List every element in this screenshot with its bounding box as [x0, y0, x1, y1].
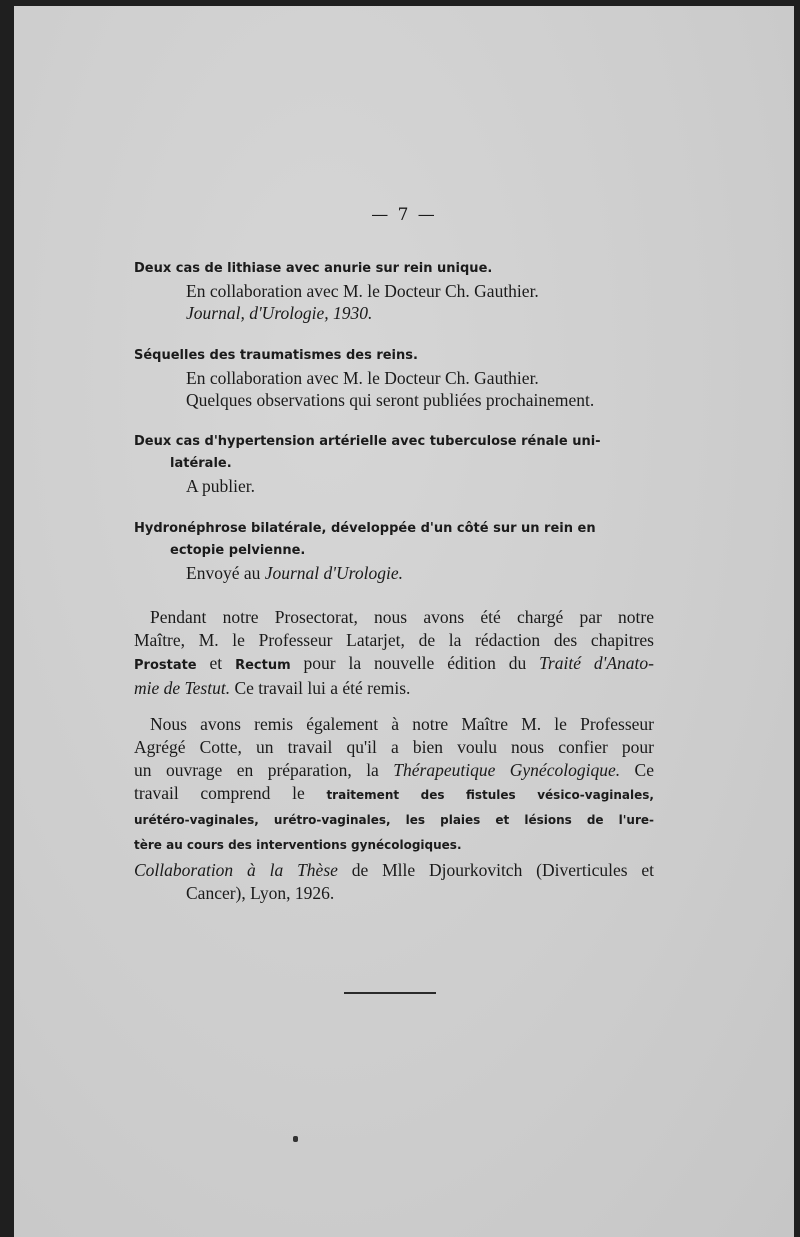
- book-title: Traité d'Anato-: [539, 653, 654, 673]
- bold-term: tère au cours des interventions gynécologiques.: [134, 838, 462, 852]
- publication-entry: [134, 345, 654, 411]
- these-title: Collaboration à la Thèse: [134, 860, 338, 880]
- paragraph-line: [134, 832, 654, 857]
- bold-term: traitement des fistules vésico-vaginales,: [326, 788, 654, 802]
- entry-title: [134, 431, 654, 475]
- entry-line: En collaboration avec M. le Docteur Ch. Gauthier.: [186, 368, 539, 388]
- paragraph-line: [134, 782, 654, 807]
- paragraph-line: [134, 807, 654, 832]
- entry-line: Quelques observations qui seront publiées prochainement.: [186, 390, 595, 410]
- entry-line: [134, 562, 654, 584]
- paragraph-line: [134, 677, 654, 700]
- page-number: — 7 —: [371, 205, 437, 225]
- entry-title-continuation: latérale.: [170, 456, 232, 471]
- paragraph-line: Agrégé Cotte, un travail qu'il a bien voulu nous confier pour: [134, 737, 654, 757]
- paragraph-line: Maître, M. le Professeur Latarjet, de la rédaction des chapitres: [134, 630, 654, 650]
- section-divider: [344, 992, 436, 994]
- bold-term: Rectum: [235, 658, 291, 673]
- publication-entry: [134, 431, 654, 497]
- paragraph-line: Nous avons remis également à notre Maître M. le Professeur: [150, 714, 654, 734]
- book-title: Thérapeutique Gynécologique.: [393, 760, 621, 780]
- paragraph-text: Ce travail lui a été remis.: [230, 678, 411, 698]
- paragraph-line: Pendant notre Prosectorat, nous avons été chargé par notre: [150, 607, 654, 627]
- paragraph-line: [134, 652, 654, 677]
- entry-line-text: Envoyé au: [186, 563, 265, 583]
- publication-entry: [134, 258, 654, 324]
- entry-title: [134, 518, 654, 562]
- paragraph-line: [134, 859, 654, 882]
- document-page: [14, 6, 794, 1237]
- entry-title-line: Hydronéphrose bilatérale, développée d'un côté sur un rein en: [134, 521, 596, 536]
- paragraph-text: un ouvrage en préparation, la: [134, 760, 394, 780]
- bold-term: urétéro-vaginales, urétro-vaginales, les plaies et lésions de l'ure-: [134, 813, 654, 827]
- entry-line: En collaboration avec M. le Docteur Ch. Gauthier.: [186, 281, 539, 301]
- entry-line: A publier.: [186, 476, 256, 496]
- book-title: mie de Testut.: [134, 678, 231, 698]
- entry-line: Journal, d'Urologie, 1930.: [186, 303, 373, 323]
- entry-title: Deux cas de lithiase avec anurie sur rein unique.: [134, 261, 493, 276]
- prosectorat-paragraph: [134, 606, 654, 700]
- ink-speck: [293, 1136, 298, 1142]
- entry-title-continuation: ectopie pelvienne.: [170, 543, 306, 558]
- paragraph-text: Ce: [620, 760, 654, 780]
- cotte-paragraph: [134, 713, 654, 857]
- entry-title-line: Deux cas d'hypertension artérielle avec tuberculose rénale uni-: [134, 434, 601, 449]
- journal-name: Journal d'Urologie.: [264, 563, 403, 583]
- paragraph-text: de Mlle Djourkovitch (Diverticules et: [337, 860, 654, 880]
- paragraph-line: Cancer), Lyon, 1926.: [186, 883, 335, 903]
- paragraph-text: et: [196, 653, 236, 673]
- paragraph-text: travail comprend le: [134, 783, 327, 803]
- paragraph-text: pour la nouvelle édition du: [290, 653, 540, 673]
- publication-entry: [134, 518, 654, 584]
- entry-title: Séquelles des traumatismes des reins.: [134, 348, 418, 363]
- paragraph-line: [134, 759, 654, 782]
- bold-term: Prostate: [134, 658, 197, 673]
- these-entry: [134, 859, 654, 905]
